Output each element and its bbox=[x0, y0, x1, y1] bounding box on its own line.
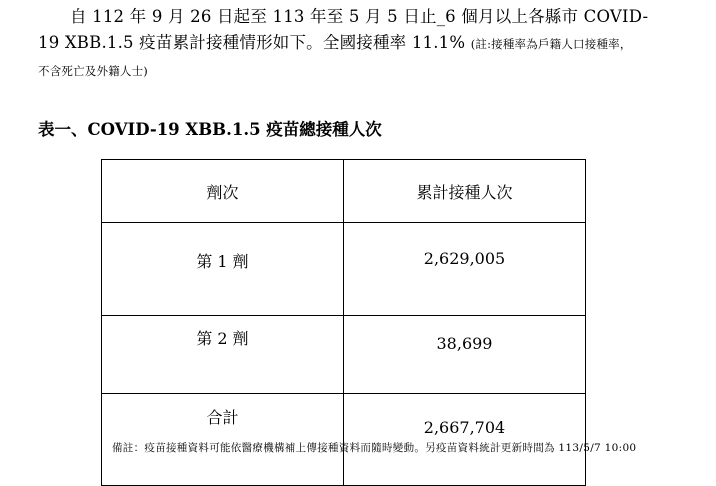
table-row bbox=[102, 223, 586, 316]
footer-note: 備註：疫苗接種資料可能依醫療機構補上傳接種資料而隨時變動。另疫苗資料統計更新時間為 113/5/7 10:00 bbox=[112, 442, 637, 454]
header-dose: 劑次 bbox=[102, 160, 344, 223]
row-value: 2,629,005 bbox=[344, 223, 586, 316]
intro-line-2 bbox=[38, 30, 688, 57]
table-row bbox=[102, 316, 586, 394]
intro-line-1: 自 112 年 9 月 26 日起至 113 年至 5 月 5 日止_6 個月以上各縣市 COVID- bbox=[70, 7, 649, 26]
row-value: 38,699 bbox=[344, 316, 586, 394]
row-label: 合計 bbox=[102, 394, 344, 486]
table-title: 表一、COVID-19 XBB.1.5 疫苗總接種人次 bbox=[38, 120, 382, 139]
table-header-row bbox=[102, 160, 586, 223]
row-label: 第 2 劑 bbox=[102, 316, 344, 394]
row-value: 2,667,704 bbox=[344, 394, 586, 486]
vaccination-table bbox=[101, 159, 586, 486]
intro-line-2-main: 19 XBB.1.5 疫苗累計接種情形如下。全國接種率 11.1% bbox=[38, 33, 466, 52]
row-label: 第 1 劑 bbox=[102, 223, 344, 316]
intro-paragraph bbox=[38, 4, 688, 81]
header-cumulative: 累計接種人次 bbox=[344, 160, 586, 223]
intro-line-3: 不含死亡及外籍人士) bbox=[38, 64, 148, 78]
intro-line-2-note: (註:接種率為戶籍人口接種率， bbox=[470, 37, 632, 51]
